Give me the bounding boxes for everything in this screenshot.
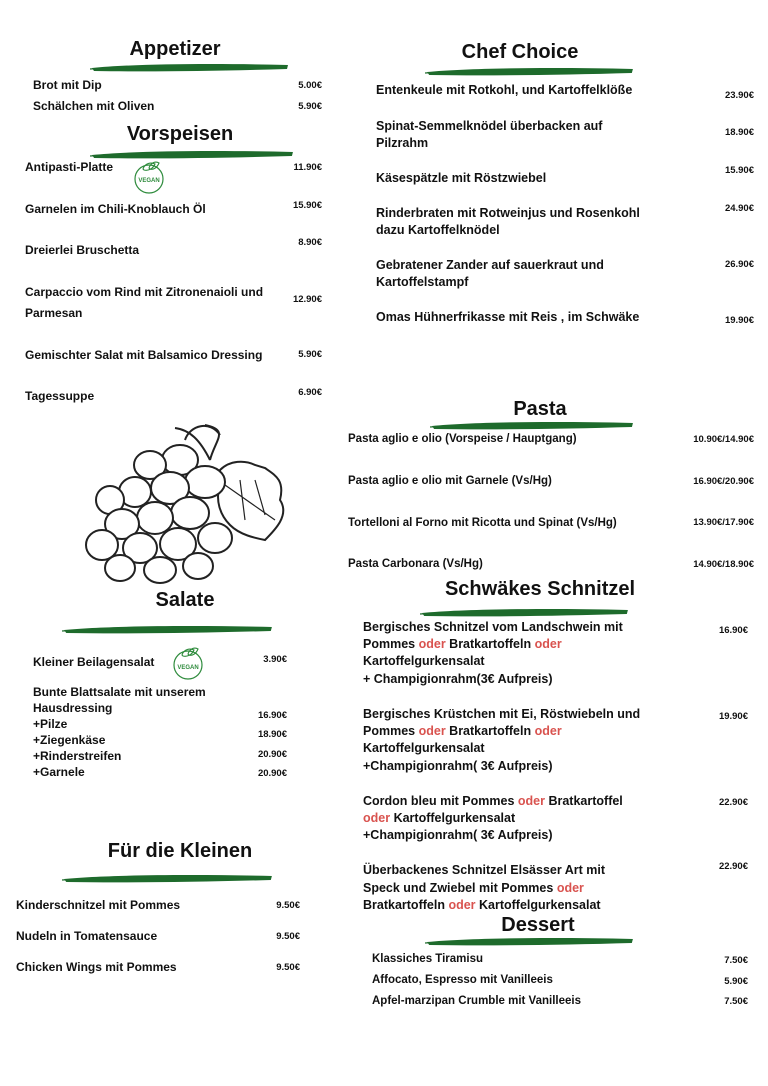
chef-choice-title: Chef Choice [461, 41, 579, 63]
menu-item-name: Dreierlei Bruschetta [25, 243, 140, 257]
schnitzel-item-line: Kartoffelgurkensalat [363, 741, 485, 755]
grapes-illustration [80, 420, 295, 585]
menu-item-price: 7.50€ [724, 996, 748, 1007]
oder-word: oder [534, 724, 562, 738]
menu-item-price: 15.90€ [724, 165, 754, 176]
menu-item-price: 9.50€ [276, 900, 300, 911]
schnitzel-item-line: Überbackenes Schnitzel Elsässer Art mit [363, 863, 605, 877]
oder-word: oder [363, 811, 391, 825]
menu-item-price: 5.90€ [298, 349, 322, 360]
salad-option: +Pilze [33, 717, 68, 731]
menu-item-price: 5.00€ [298, 80, 322, 91]
schnitzel-item-line: Pommes oder Bratkartoffeln oder [363, 724, 562, 738]
chef-choice-brush-underline [425, 66, 635, 76]
oder-word: oder [418, 637, 446, 651]
menu-item-price: 6.90€ [298, 387, 322, 398]
schnitzel-item-line: +Champigionrahm( 3€ Aufpreis) [363, 759, 553, 773]
menu-item-price: 3.90€ [263, 654, 287, 665]
salad-option: +Rinderstreifen [33, 749, 122, 763]
menu-item-price: 11.90€ [293, 162, 322, 173]
dessert-title: Dessert [501, 914, 575, 936]
menu-item-name: Omas Hühnerfrikasse mit Reis , im Schwäke [376, 310, 640, 324]
schnitzel-item-line: Bergisches Krüstchen mit Ei, Röstwiebeln und [363, 707, 641, 721]
menu-item-name: Brot mit Dip [33, 78, 102, 92]
menu-item-name: Garnelen im Chili-Knoblauch Öl [25, 202, 206, 216]
schnitzel-item-line: Kartoffelgurkensalat [363, 654, 485, 668]
menu-item-name: Bunte Blattsalate mit unserem [33, 685, 206, 699]
schnitzel-title: Schwäkes Schnitzel [444, 578, 636, 600]
menu-item-price: 9.50€ [276, 931, 300, 942]
menu-item-price: 10.90€/14.90€ [693, 434, 754, 445]
vegan-label: VEGAN [177, 665, 199, 671]
schnitzel-item-line: oder Kartoffelgurkensalat [363, 811, 516, 825]
menu-item-name: Apfel-marzipan Crumble mit Vanilleeis [372, 995, 581, 1007]
salate-brush-underline [62, 624, 274, 634]
menu-item-name-cont: Pilzrahm [376, 136, 429, 150]
menu-item-name: Pasta Carbonara (Vs/Hg) [348, 558, 483, 570]
menu-item-name: Carpaccio vom Rind mit Zitronenaioli und [25, 285, 264, 299]
menu-item-price: 15.90€ [292, 200, 322, 211]
menu-item-price: 16.90€/20.90€ [693, 476, 754, 487]
pasta-brush-underline [430, 420, 635, 430]
schnitzel-item-line: +Champigionrahm( 3€ Aufpreis) [363, 828, 553, 842]
kleinen-title: Für die Kleinen [107, 840, 253, 862]
schnitzel-item-line: Bratkartoffeln oder Kartoffelgurkensalat [363, 898, 601, 912]
menu-item-name: Chicken Wings mit Pommes [16, 960, 177, 974]
appetizer-title: Appetizer [129, 38, 221, 60]
oder-word: oder [418, 724, 446, 738]
salate-title: Salate [155, 589, 215, 611]
vorspeisen-title: Vorspeisen [126, 123, 234, 145]
appetizer-brush-underline [90, 62, 290, 72]
menu-item-price: 22.90€ [718, 861, 748, 872]
menu-item-name: Tagessuppe [25, 389, 95, 403]
salad-option-price: 18.90€ [257, 729, 287, 740]
menu-item-price: 22.90€ [718, 797, 748, 808]
menu-item-price: 9.50€ [276, 962, 300, 973]
schnitzel-item-line: Pommes oder Bratkartoffeln oder [363, 637, 562, 651]
menu-item-name: Käsespätzle mit Röstzwiebel [376, 171, 547, 185]
menu-item-name: Affocato, Espresso mit Vanilleeis [372, 974, 553, 986]
schnitzel-brush-underline [420, 607, 630, 617]
salad-option-price: 16.90€ [257, 710, 287, 721]
menu-item-name: Gemischter Salat mit Balsamico Dressing [25, 348, 263, 362]
oder-word: oder [556, 881, 584, 895]
menu-item-name-cont: Kartoffelstampf [376, 275, 469, 289]
oder-word: oder [517, 794, 545, 808]
salad-option-price: 20.90€ [257, 768, 287, 779]
schnitzel-item-line: + Champigionrahm(3€ Aufpreis) [363, 672, 553, 686]
menu-item-name: Tortelloni al Forno mit Ricotta und Spinat (Vs/Hg) [348, 517, 617, 529]
oder-word: oder [534, 637, 562, 651]
salad-option: +Garnele [33, 765, 85, 779]
menu-item-name: Antipasti-Platte [25, 160, 114, 174]
kleinen-brush-underline [62, 873, 274, 883]
menu-item-price: 5.90€ [298, 101, 322, 112]
dessert-brush-underline [425, 936, 635, 946]
menu-item-price: 8.90€ [298, 237, 322, 248]
menu-item-name-cont: Parmesan [25, 306, 83, 320]
schnitzel-item-line: Speck und Zwiebel mit Pommes oder [363, 881, 584, 895]
oder-word: oder [448, 898, 476, 912]
menu-item-price: 12.90€ [292, 294, 322, 305]
menu-item-price: 19.90€ [718, 711, 748, 722]
menu-item-name-cont: dazu Kartoffelknödel [376, 223, 500, 237]
menu-item-price: 19.90€ [724, 315, 754, 326]
menu-item-name-cont: Hausdressing [33, 701, 113, 715]
menu-item-price: 7.50€ [724, 955, 748, 966]
menu-item-name: Entenkeule mit Rotkohl, und Kartoffelklöße [376, 83, 633, 97]
vegan-label: VEGAN [138, 178, 160, 184]
menu-item-name: Pasta aglio e olio (Vorspeise / Hauptgang) [348, 433, 577, 445]
vegan-icon [170, 645, 206, 681]
vegan-icon [131, 159, 167, 195]
vorspeisen-brush-underline [90, 149, 295, 159]
schnitzel-item-line: Cordon bleu mit Pommes oder Bratkartoffel [363, 794, 623, 808]
salad-option-price: 20.90€ [257, 749, 287, 760]
menu-item-price: 26.90€ [724, 259, 754, 270]
menu-item-price: 5.90€ [724, 976, 748, 987]
menu-item-name: Nudeln in Tomatensauce [16, 929, 158, 943]
menu-item-name: Schälchen mit Oliven [33, 99, 155, 113]
menu-item-name: Pasta aglio e olio mit Garnele (Vs/Hg) [348, 475, 552, 487]
schnitzel-item-line: Bergisches Schnitzel vom Landschwein mit [363, 620, 623, 634]
menu-item-price: 16.90€ [718, 625, 748, 636]
menu-item-price: 13.90€/17.90€ [693, 517, 754, 528]
menu-item-price: 14.90€/18.90€ [693, 559, 754, 570]
menu-item-name: Kinderschnitzel mit Pommes [16, 898, 181, 912]
salad-option: +Ziegenkäse [33, 733, 106, 747]
menu-item-name: Klassiches Tiramisu [372, 953, 484, 965]
menu-item-price: 23.90€ [724, 90, 754, 101]
menu-item-price: 18.90€ [724, 127, 754, 138]
menu-item-name: Spinat-Semmelknödel überbacken auf [376, 119, 603, 133]
menu-item-name: Gebratener Zander auf sauerkraut und [376, 258, 604, 272]
menu-item-name: Rinderbraten mit Rotweinjus und Rosenkohl [376, 206, 640, 220]
pasta-title: Pasta [513, 398, 567, 420]
menu-item-price: 24.90€ [724, 203, 754, 214]
menu-item-name: Kleiner Beilagensalat [33, 655, 155, 669]
